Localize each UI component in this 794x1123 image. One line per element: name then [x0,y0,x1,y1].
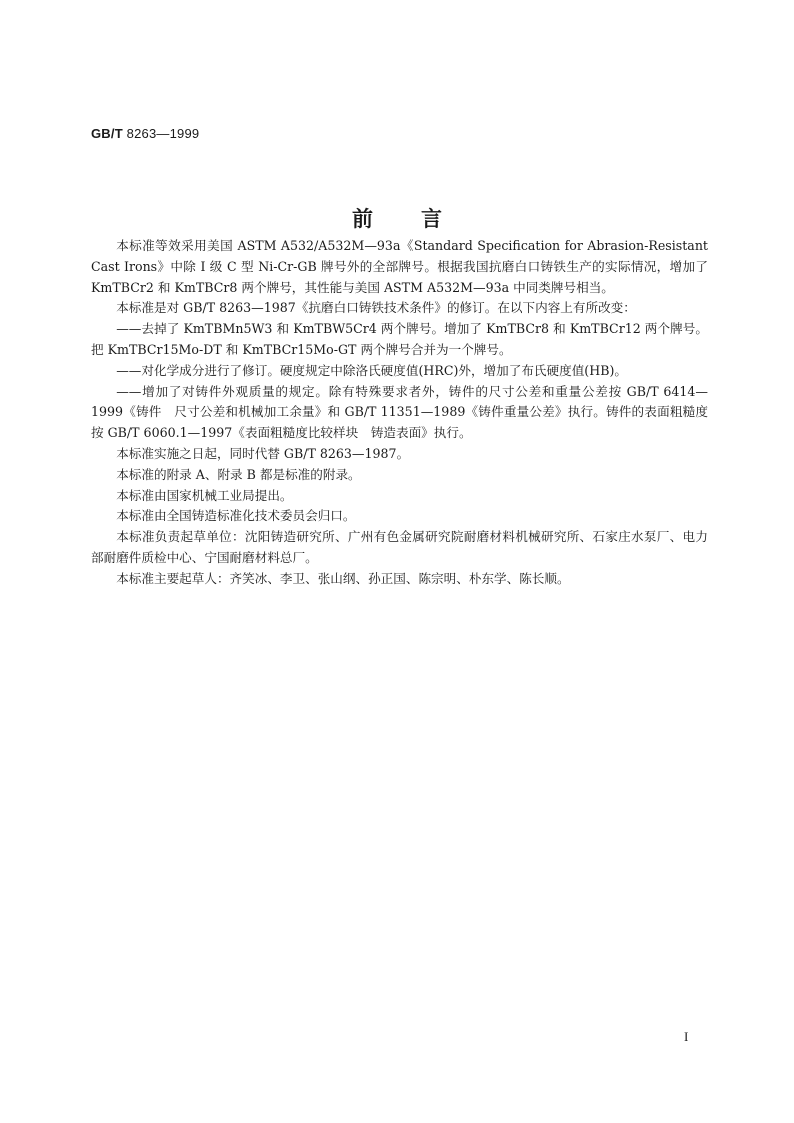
paragraph-adoption: 本标准等效采用美国 ASTM A532/A532M—93a《Standard Specification for Abrasion-Resistant Cast Irons》中除 I 级 C 型 Ni-Cr-GB 牌号外的全部牌号。根据我国抗磨白口铸铁生产的实际情况，增加了 KmTBCr2 和 KmTBCr8 两个牌号，其性能与美国 ASTM A532M—93a 中同类牌号相当。 [91,238,708,295]
page-number: I [684,1029,689,1044]
standard-code-prefix: GB/T [91,126,123,141]
page-title: 前言 [352,207,490,231]
paragraph-drafters: 本标准主要起草人：齐笑冰、李卫、张山纲、孙正国、陈宗明、朴东学、陈长顺。 [116,570,570,586]
paragraph-administered-by: 本标准由全国铸造标准化技术委员会归口。 [116,508,356,524]
paragraph-proposed-by: 本标准由国家机械工业局提出。 [116,487,293,503]
paragraph-appendices: 本标准的附录 A、附录 B 都是标准的附录。 [116,466,361,482]
paragraph-change-chemistry: ——对化学成分进行了修订。硬度规定中除洛氏硬度值(HRC)外，增加了布氏硬度值(HB)。 [116,362,627,378]
standard-code-number: 8263—1999 [122,126,200,141]
paragraph-change-appearance: ——增加了对铸件外观质量的规定。除有特殊要求者外，铸件的尺寸公差和重量公差按 GB/T 6414—1999《铸件 尺寸公差和机械加工余量》和 GB/T 11351—1989《铸件重量公差》执行。铸件的表面粗糙度按 GB/T 6060.1—1997《表面粗糙度比较样块 铸造表面》执行。 [91,383,708,441]
paragraph-drafting-units: 本标准负责起草单位：沈阳铸造研究所、广州有色金属研究院耐磨材料机械研究所、石家庄水泵厂、电力部耐磨件质检中心、宁国耐磨材料总厂。 [91,529,708,565]
paragraph-effective-date: 本标准实施之日起，同时代替 GB/T 8263—1987。 [116,445,410,461]
paragraph-change-grades: ——去掉了 KmTBMn5W3 和 KmTBW5Cr4 两个牌号。增加了 KmTBCr8 和 KmTBCr12 两个牌号。把 KmTBCr15Mo-DT 和 KmTBCr15Mo-GT 两个牌号合并为一个牌号。 [91,321,708,357]
paragraph-revision: 本标准是对 GB/T 8263—1987《抗磨白口铸铁技术条件》的修订。在以下内容上有所改变： [116,300,636,316]
foreword-body [91,236,708,590]
standard-code [91,126,199,141]
